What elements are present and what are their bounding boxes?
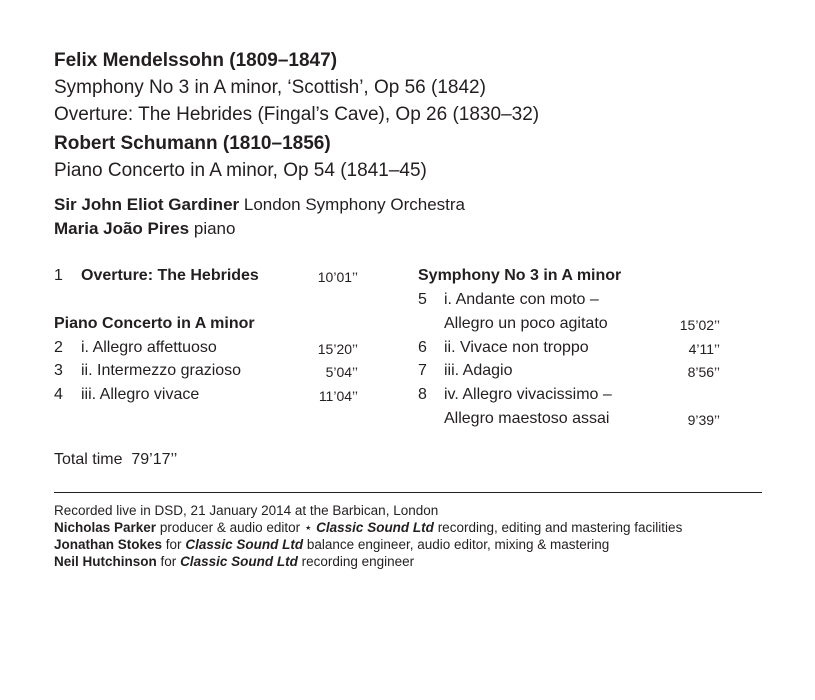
track-title-continued: Allegro maestoso assai bbox=[444, 410, 610, 427]
work-symphony-3: Symphony No 3 in A minor, ‘Scottish’, Op 56 (1842) bbox=[54, 77, 486, 98]
work-piano-concerto: Piano Concerto in A minor, Op 54 (1841–45) bbox=[54, 160, 427, 181]
concerto-heading: Piano Concerto in A minor bbox=[54, 315, 255, 332]
track-time: 11’04’’ bbox=[318, 388, 358, 404]
track-time: 4’11’’ bbox=[688, 341, 720, 357]
track-time: 5’04’’ bbox=[325, 364, 358, 380]
track-title-continued: Allegro un poco agitato bbox=[444, 315, 608, 332]
track-title: ii. Vivace non troppo bbox=[444, 339, 589, 356]
credit-company: Classic Sound Ltd bbox=[180, 554, 298, 569]
track-number: 3 bbox=[54, 362, 63, 379]
performer-conductor bbox=[54, 195, 465, 215]
track-number: 2 bbox=[54, 339, 63, 356]
track-time: 9’39’’ bbox=[687, 412, 720, 428]
credit-rest: recording engineer bbox=[301, 554, 415, 569]
performer-role: piano bbox=[193, 219, 236, 238]
track-number: 5 bbox=[418, 291, 427, 308]
credit-name: Neil Hutchinson bbox=[54, 554, 157, 569]
credit-name: Jonathan Stokes bbox=[54, 537, 163, 552]
track-number: 4 bbox=[54, 386, 63, 403]
total-time bbox=[54, 451, 177, 469]
credit-recorded: Recorded live in DSD, 21 January 2014 at the Barbican, London bbox=[54, 503, 439, 518]
track-title: iii. Allegro vivace bbox=[81, 386, 200, 403]
credit-rest: recording, editing and mastering facilities bbox=[437, 520, 683, 535]
credit-for: for bbox=[165, 537, 182, 552]
total-time-value: 79’17’’ bbox=[131, 451, 178, 468]
track-time: 10’01’’ bbox=[317, 269, 358, 285]
credit-company: Classic Sound Ltd bbox=[316, 520, 434, 535]
divider bbox=[54, 492, 762, 493]
credit-company: Classic Sound Ltd bbox=[185, 537, 304, 552]
credit-role: producer & audio editor bbox=[159, 520, 301, 535]
track-time: 8’56’’ bbox=[687, 364, 720, 380]
work-hebrides-overture: Overture: The Hebrides (Fingal’s Cave), Op 26 (1830–32) bbox=[54, 104, 540, 125]
composer-schumann: Robert Schumann (1810–1856) bbox=[54, 133, 331, 154]
total-time-label: Total time bbox=[54, 451, 123, 468]
track-time: 15’02’’ bbox=[679, 317, 720, 333]
track-title: iii. Adagio bbox=[444, 362, 513, 379]
track-title: iv. Allegro vivacissimo – bbox=[444, 386, 612, 403]
track-number: 6 bbox=[418, 339, 427, 356]
track-number: 7 bbox=[418, 362, 427, 379]
credit-balance-engineer bbox=[54, 537, 609, 552]
credit-for: for bbox=[160, 554, 177, 569]
performer-role: London Symphony Orchestra bbox=[243, 195, 465, 214]
star-separator-icon: ⋆ bbox=[303, 520, 313, 535]
credit-producer bbox=[54, 520, 682, 536]
performer-name: Sir John Eliot Gardiner bbox=[54, 195, 240, 214]
credit-recording-engineer bbox=[54, 554, 414, 569]
credit-name: Nicholas Parker bbox=[54, 520, 157, 535]
credit-rest: balance engineer, audio editor, mixing & mastering bbox=[306, 537, 610, 552]
track-title: Overture: The Hebrides bbox=[81, 267, 259, 284]
track-title: ii. Intermezzo grazioso bbox=[81, 362, 242, 379]
track-number: 8 bbox=[418, 386, 427, 403]
track-title: i. Andante con moto – bbox=[444, 291, 599, 308]
track-time: 15’20’’ bbox=[317, 341, 358, 357]
track-title: i. Allegro affettuoso bbox=[81, 339, 217, 356]
performer-pianist bbox=[54, 219, 235, 239]
composer-mendelssohn: Felix Mendelssohn (1809–1847) bbox=[54, 50, 338, 71]
symphony-heading: Symphony No 3 in A minor bbox=[418, 267, 622, 284]
track-number: 1 bbox=[54, 267, 63, 284]
performer-name: Maria João Pires bbox=[54, 219, 190, 238]
